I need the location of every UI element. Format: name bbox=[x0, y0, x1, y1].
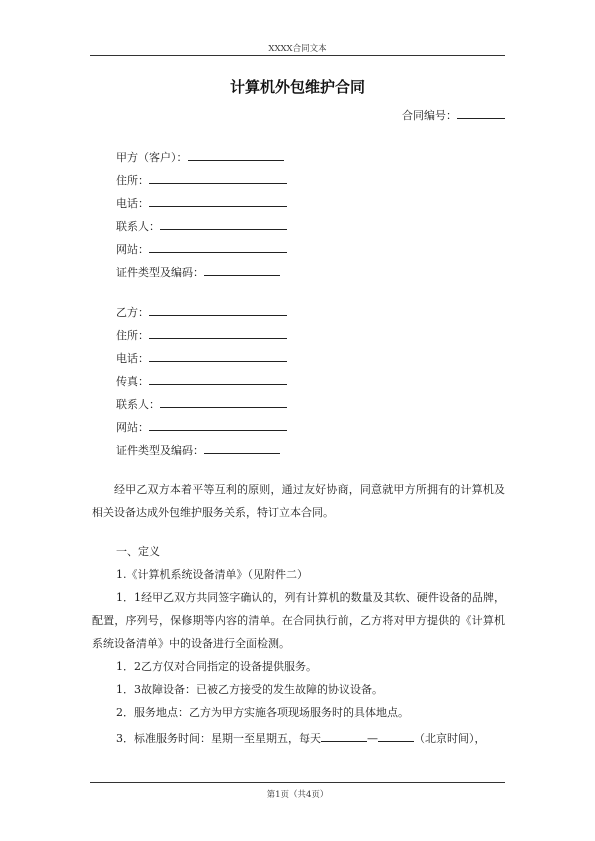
section-heading: 一、定义 bbox=[116, 545, 160, 558]
fill-blank[interactable] bbox=[188, 148, 284, 161]
fill-blank[interactable] bbox=[149, 418, 287, 431]
field-label: 电话： bbox=[116, 352, 149, 365]
party-b-fax-field bbox=[116, 372, 287, 389]
fill-blank[interactable] bbox=[160, 217, 287, 230]
party-b-website-field bbox=[116, 418, 287, 435]
document-title: 计算机外包维护合同 bbox=[229, 78, 365, 96]
clause-1-1: 1．1经甲乙双方共同签字确认的，列有计算机的数量及其软、硬件设备的品牌，配置，序列号，保修期等内容的清单。在合同执行前，乙方将对甲方提供的《计算机系统设备清单》中的设备进行全面检测。 bbox=[92, 591, 505, 650]
page-header: XXXX合同文本 bbox=[268, 44, 327, 54]
fill-blank[interactable] bbox=[149, 171, 287, 184]
contract-number bbox=[402, 107, 505, 123]
fill-blank[interactable] bbox=[149, 240, 287, 253]
clause-1: 1.《计算机系统设备清单》（见附件二） bbox=[116, 568, 308, 581]
field-label: 传真： bbox=[116, 375, 149, 388]
field-label: 网站： bbox=[116, 243, 149, 256]
party-b-address-field bbox=[116, 326, 287, 343]
clause-3 bbox=[116, 729, 486, 746]
fill-blank[interactable] bbox=[149, 349, 287, 362]
clause-2: 2．服务地点：乙方为甲方实施各项现场服务时的具体地点。 bbox=[116, 706, 409, 719]
footer-divider bbox=[90, 782, 505, 783]
field-label: 联系人： bbox=[116, 398, 160, 411]
clause-3-prefix: 3．标准服务时间：星期一至星期五，每天 bbox=[116, 732, 321, 745]
party-b-contact-field bbox=[116, 395, 287, 412]
field-label: 证件类型及编码： bbox=[116, 444, 204, 457]
party-a-id-field bbox=[116, 263, 280, 280]
party-b-id-field bbox=[116, 441, 280, 458]
clause-1-3: 1．3故障设备：已被乙方接受的发生故障的协议设备。 bbox=[116, 683, 383, 696]
start-time-blank[interactable] bbox=[321, 729, 367, 742]
field-label: 网站： bbox=[116, 421, 149, 434]
party-a-address-field bbox=[116, 171, 287, 188]
fill-blank[interactable] bbox=[160, 395, 287, 408]
fill-blank[interactable] bbox=[204, 263, 280, 276]
field-label: 住所： bbox=[116, 174, 149, 187]
end-time-blank[interactable] bbox=[378, 729, 414, 742]
contract-number-label: 合同编号： bbox=[402, 109, 457, 122]
fill-blank[interactable] bbox=[149, 326, 287, 339]
clause-3-suffix: （北京时间）， bbox=[414, 732, 486, 745]
contract-number-blank[interactable] bbox=[457, 107, 505, 119]
fill-blank[interactable] bbox=[204, 441, 280, 454]
field-label: 联系人： bbox=[116, 220, 160, 233]
party-a-phone-field bbox=[116, 194, 287, 211]
header-divider bbox=[90, 55, 505, 56]
clause-3-dash: — bbox=[367, 732, 378, 745]
field-label: 甲方（客户）： bbox=[116, 151, 188, 164]
intro-paragraph: 经甲乙双方本着平等互利的原则，通过友好协商，同意就甲方所拥有的计算机及相关设备达成外包维护服务关系，特订立本合同。 bbox=[92, 483, 505, 519]
fill-blank[interactable] bbox=[149, 303, 287, 316]
fill-blank[interactable] bbox=[149, 372, 287, 385]
party-a-website-field bbox=[116, 240, 287, 257]
clause-1-2: 1．2乙方仅对合同指定的设备提供服务。 bbox=[116, 660, 317, 673]
party-a-contact-field bbox=[116, 217, 287, 234]
field-label: 电话： bbox=[116, 197, 149, 210]
fill-blank[interactable] bbox=[149, 194, 287, 207]
field-label: 乙方： bbox=[116, 306, 149, 319]
party-b-phone-field bbox=[116, 349, 287, 366]
field-label: 证件类型及编码： bbox=[116, 266, 204, 279]
page-footer: 第1页（共4页） bbox=[266, 790, 329, 800]
party-b-name-field bbox=[116, 303, 287, 320]
field-label: 住所： bbox=[116, 329, 149, 342]
party-a-name-field bbox=[116, 148, 284, 165]
